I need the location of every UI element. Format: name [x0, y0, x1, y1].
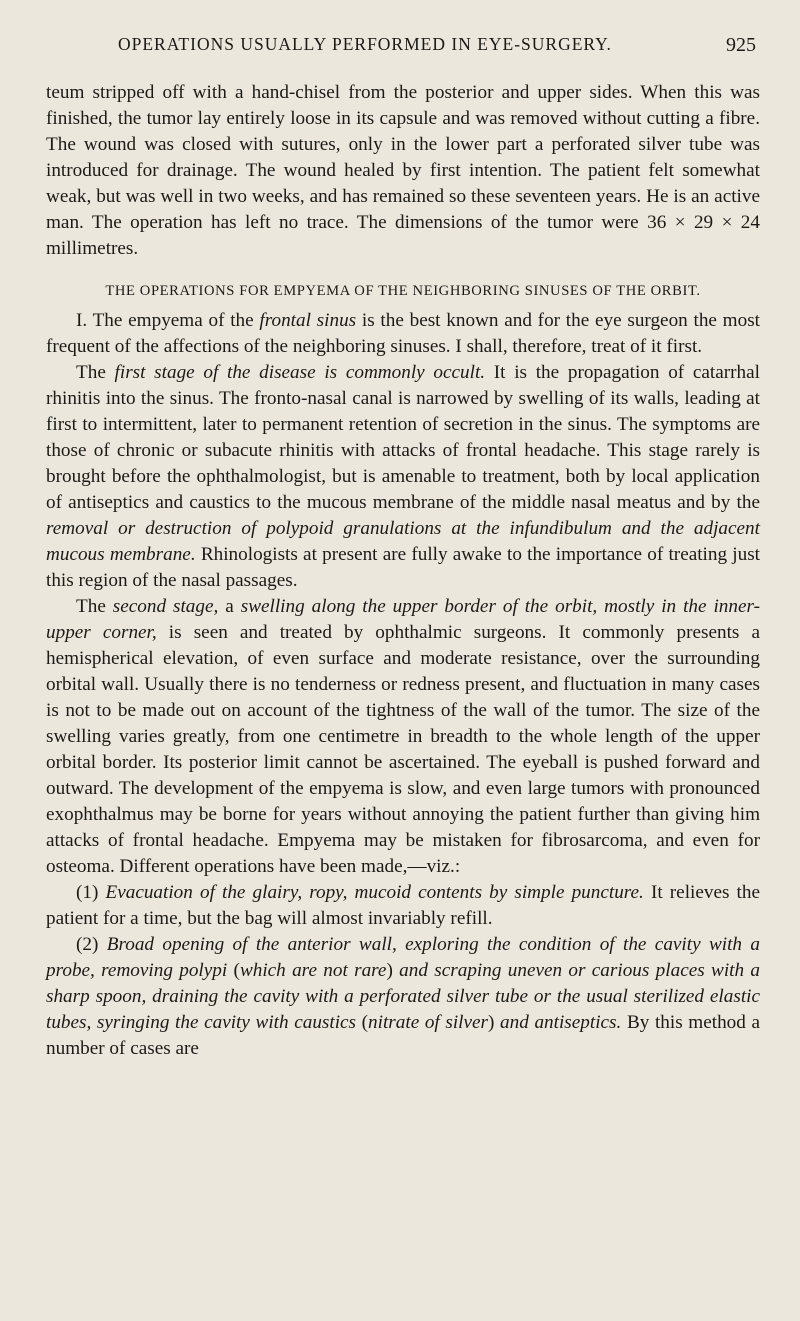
- page-number: 925: [726, 34, 756, 56]
- running-title: OPERATIONS USUALLY PERFORMED IN EYE-SURGERY.: [118, 34, 612, 54]
- paragraph-frontal-sinus: I. The empyema of the frontal sinus is the best known and for the eye surgeon the most frequent of the affections of the neighboring sinuses. I shall, therefore, treat of it first.: [46, 310, 761, 357]
- paragraph-continued: teum stripped off with a hand-chisel from the posterior and upper sides. When this was finished, the tumor lay entirely loose in its capsule and was removed without cutting a fibre. The wound was closed with sutures, only in the lower part a perforated silver tube was introduced for drainage. The wound healed by first intention. The patient felt somewhat weak, but was well in two weeks, and has remained so these seventeen years. He is an active man. The operation has left no trace. The dimensions of the tumor were 36 × 29 × 24 millimetres.: [46, 82, 760, 259]
- running-header: [46, 34, 760, 64]
- paragraph-second-stage: The second stage, a swelling along the upper border of the orbit, mostly in the inner-upper corner, is seen and treated by ophthalmic surgeons. It commonly presents a hemispherical elevation, of even surface and moderate resistance, over the surrounding orbital wall. Usually there is no tenderness or redness present, and fluctuation in many cases is not to be made out on account of the tightness of the wall of the tumor. The size of the swelling varies greatly, from one centimetre in breadth to the whole length of the upper orbital border. Its posterior limit cannot be ascertained. The eyeball is pushed forward and outward. The development of the empyema is slow, and even large tumors with pronounced exophthalmus may be borne for years without annoying the patient further than giving him attacks of frontal headache. Empyema may be mistaken for fibrosarcoma, and even for osteoma. Different operations have been made,—viz.:: [46, 596, 760, 877]
- section-heading: THE OPERATIONS FOR EMPYEMA OF THE NEIGHBORING SINUSES OF THE ORBIT.: [105, 283, 701, 299]
- paragraph-evacuation: (1) Evacuation of the glairy, ropy, mucoid contents by simple puncture. It relieves the patient for a time, but the bag will almost invariably refill.: [46, 882, 760, 929]
- paragraph-first-stage: The first stage of the disease is commonly occult. It is the propagation of catarrhal rhinitis into the sinus. The fronto-nasal canal is narrowed by swelling of its walls, leading at first to intermittent, later to permanent retention of secretion in the sinus. The symptoms are those of chronic or subacute rhinitis with attacks of frontal headache. This stage rarely is brought before the ophthalmologist, but is amenable to treatment, both by local application of antiseptics and caustics to the mucous membrane of the middle nasal meatus and by the removal or destruction of polypoid granulations at the infundibulum and the adjacent mucous membrane. Rhinologists at present are fully awake to the importance of treating just this region of the nasal passages.: [46, 362, 760, 591]
- paragraph-broad-opening: (2) Broad opening of the anterior wall, exploring the condition of the cavity with a probe, removing polypi (which are not rare) and scraping uneven or carious places with a sharp spoon, draining the cavity with a perforated silver tube or the usual sterilized elastic tubes, syringing the cavity with caustics (nitrate of silver) and antiseptics. By this method a number of cases are: [46, 934, 760, 1059]
